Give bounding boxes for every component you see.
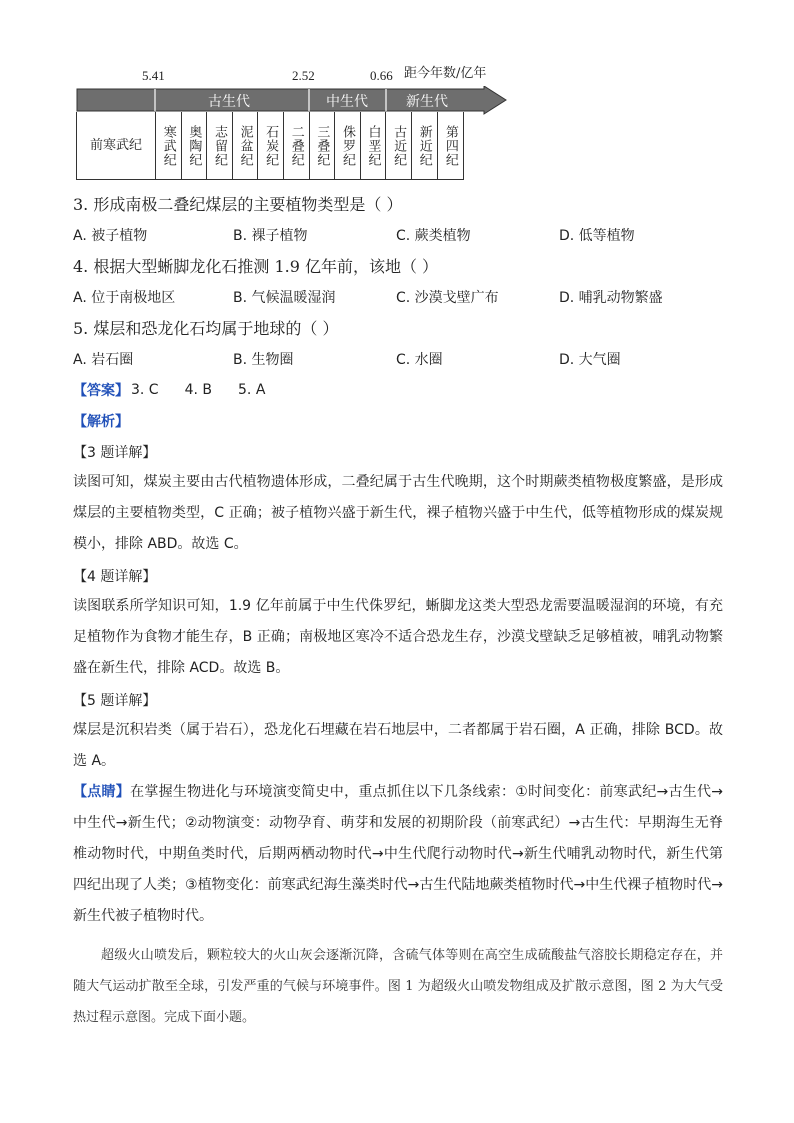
period-cell: 石炭纪: [258, 112, 284, 179]
option-a: A. 位于南极地区: [73, 289, 176, 306]
period-cell: 泥盆纪: [233, 112, 259, 179]
analysis-tag: 【解析】: [73, 413, 129, 430]
detail-text: 读图可知，煤炭主要由古代植物遗体形成，二叠纪属于古生代晚期，这个时期蕨类植物极度繁盛，是形成煤层的主要植物类型，C 正确；被子植物兴盛于新生代，裸子植物兴盛于中生代，低等植物形成的煤炭规模小，排除 ABD。故选 C。: [73, 474, 723, 552]
period-cell: 三叠纪: [310, 112, 336, 179]
geologic-timeline: [76, 62, 512, 182]
detail-title: 【4 题详解】: [73, 568, 157, 585]
answer-tag: 【答案】: [73, 382, 129, 399]
period-cell: 寒武纪: [156, 112, 182, 179]
option-d: D. 低等植物: [559, 227, 635, 244]
period-cell: 白垩纪: [361, 112, 387, 179]
detail-text: 读图联系所学知识可知，1.9 亿年前属于中生代侏罗纪，蜥脚龙这类大型恐龙需要温暖湿润的环境，有充足植物作为食物才能生存，B 正确；南极地区寒冷不适合恐龙生存，沙漠戈壁缺乏足够植被，哺乳动物繁盛在新生代，排除 ACD。故选 B。: [73, 598, 723, 676]
highlight-tag: 【点睛】: [73, 784, 131, 800]
document-body: [73, 188, 723, 1033]
answer-item: 5. A: [238, 381, 266, 398]
question-stem: 3. 形成南极二叠纪煤层的主要植物类型是（ ）: [73, 195, 403, 214]
period-cell: 第四纪: [442, 124, 458, 167]
question-options: [73, 281, 723, 312]
period-cell: 古近纪: [386, 112, 412, 179]
timeline-number: 2.52: [292, 68, 315, 83]
option-b: B. 气候温暖湿润: [233, 289, 336, 306]
option-d: D. 大气圈: [559, 351, 621, 368]
period-cell: 二叠纪: [284, 112, 310, 179]
question-stem: 4. 根据大型蜥脚龙化石推测 1.9 亿年前，该地（ ）: [73, 257, 439, 276]
question-options: [73, 219, 723, 250]
option-c: C. 水圈: [396, 351, 443, 368]
era-label-paleozoic: 古生代: [208, 94, 250, 110]
highlight-paragraph: [73, 777, 723, 932]
era-label-cenozoic: 新生代: [406, 94, 448, 110]
detail-title: 【3 题详解】: [73, 444, 157, 461]
question-stem: 5. 煤层和恐龙化石均属于地球的（ ）: [73, 319, 339, 338]
detail-title: 【5 题详解】: [73, 692, 157, 709]
option-d: D. 哺乳动物繁盛: [559, 289, 663, 306]
timeline-number: 0.66: [370, 68, 393, 83]
period-cell: 新近纪: [412, 112, 438, 179]
question-options: [73, 343, 723, 374]
timeline-number: 5.41: [142, 68, 165, 83]
era-label-mesozoic: 中生代: [326, 94, 368, 110]
period-cell: 侏罗纪: [335, 112, 361, 179]
timeline-unit-label: 距今年数/亿年: [404, 66, 487, 81]
answer-item: 3. C: [131, 381, 159, 398]
option-a: A. 被子植物: [73, 227, 148, 244]
answer-line: [73, 374, 723, 405]
highlight-text: 在掌握生物进化与环境演变简史中，重点抓住以下几条线索：①时间变化：前寒武纪→古生代→中生代→新生代；②动物演变：动物孕育、萌芽和发展的初期阶段（前寒武纪）→古生代：早期海生无脊椎动物时代，中期鱼类时代，后期两栖动物时代→中生代爬行动物时代→新生代哺乳动物时代，新生代第四纪出现了人类；③植物变化：前寒武纪海生藻类时代→古生代陆地蕨类植物时代→中生代裸子植物时代→新生代被子植物时代。: [73, 784, 724, 924]
option-a: A. 岩石圈: [73, 351, 134, 368]
option-b: B. 生物圈: [233, 351, 294, 368]
detail-text: 煤层是沉积岩类（属于岩石），恐龙化石埋藏在岩石地层中，二者都属于岩石圈，A 正确，排除 BCD。故选 A。: [73, 722, 723, 769]
period-table: [76, 112, 464, 180]
period-cell: 志留纪: [207, 112, 233, 179]
option-b: B. 裸子植物: [233, 227, 308, 244]
option-c: C. 沙漠戈壁广布: [396, 289, 499, 306]
option-c: C. 蕨类植物: [396, 227, 471, 244]
answer-item: 4. B: [184, 381, 213, 398]
period-cell: 前寒武纪: [77, 112, 156, 179]
period-cell: 奥陶纪: [182, 112, 208, 179]
next-material-paragraph: 超级火山喷发后，颗粒较大的火山灰会逐渐沉降，含硫气体等则在高空生成硫酸盐气溶胶长期稳定存在，并随大气运动扩散至全球，引发严重的气候与环境事件。图 1 为超级火山喷发物组成及扩散示意图，图 2 为大气受热过程示意图。完成下面小题。: [73, 948, 723, 1025]
